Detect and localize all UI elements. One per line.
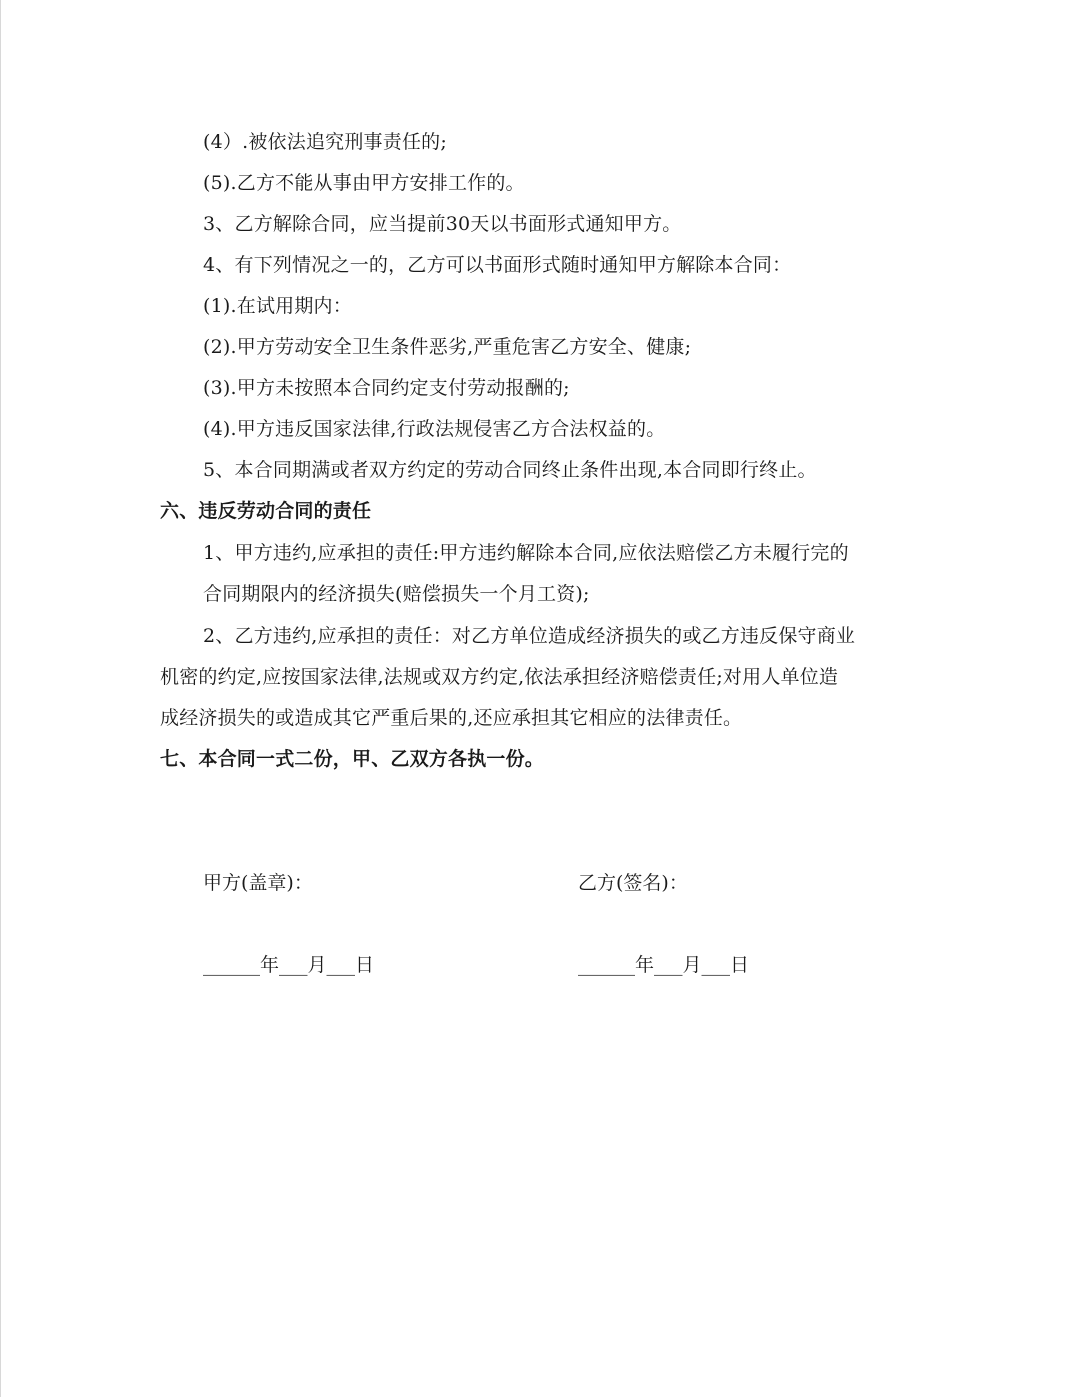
section-heading-7: 七、本合同一式二份，甲、乙双方各执一份。 (160, 748, 545, 770)
clause-line-10: 1、甲方违约,应承担的责任:甲方违约解除本合同,应依法赔偿乙方未履行完的 (203, 542, 849, 564)
clause-line-4: 4、有下列情况之一的，乙方可以书面形式随时通知甲方解除本合同： (203, 254, 792, 276)
clause-line-7: (3).甲方未按照本合同约定支付劳动报酬的; (203, 377, 570, 399)
clause-line-8: (4).甲方违反国家法律,行政法规侵害乙方合法权益的。 (203, 418, 666, 440)
clause-line-14: 成经济损失的或造成其它严重后果的,还应承担其它相应的法律责任。 (160, 707, 743, 729)
clause-line-1: (4）.被依法追究刑事责任的; (203, 131, 447, 153)
page-edge (0, 0, 1, 1397)
party-a-date: ______年___月___日 (203, 954, 375, 976)
clause-line-12: 2、乙方违约,应承担的责任：对乙方单位造成经济损失的或乙方违反保守商业 (203, 625, 856, 647)
clause-line-9: 5、本合同期满或者双方约定的劳动合同终止条件出现,本合同即行终止。 (203, 459, 817, 481)
party-b-signature-label: 乙方(签名)： (578, 872, 688, 894)
clause-line-11: 合同期限内的经济损失(赔偿损失一个月工资); (203, 583, 590, 605)
clause-line-3: 3、乙方解除合同，应当提前30天以书面形式通知甲方。 (203, 213, 682, 235)
clause-line-5: (1).在试用期内： (203, 295, 352, 317)
section-heading-6: 六、违反劳动合同的责任 (160, 500, 372, 522)
party-b-date: ______年___月___日 (578, 954, 750, 976)
clause-line-2: (5).乙方不能从事由甲方安排工作的。 (203, 172, 525, 194)
clause-line-13: 机密的约定,应按国家法律,法规或双方约定,依法承担经济赔偿责任;对用人单位造 (160, 666, 839, 688)
clause-line-6: (2).甲方劳动安全卫生条件恶劣,严重危害乙方安全、健康; (203, 336, 692, 358)
party-a-signature-label: 甲方(盖章)： (203, 872, 313, 894)
